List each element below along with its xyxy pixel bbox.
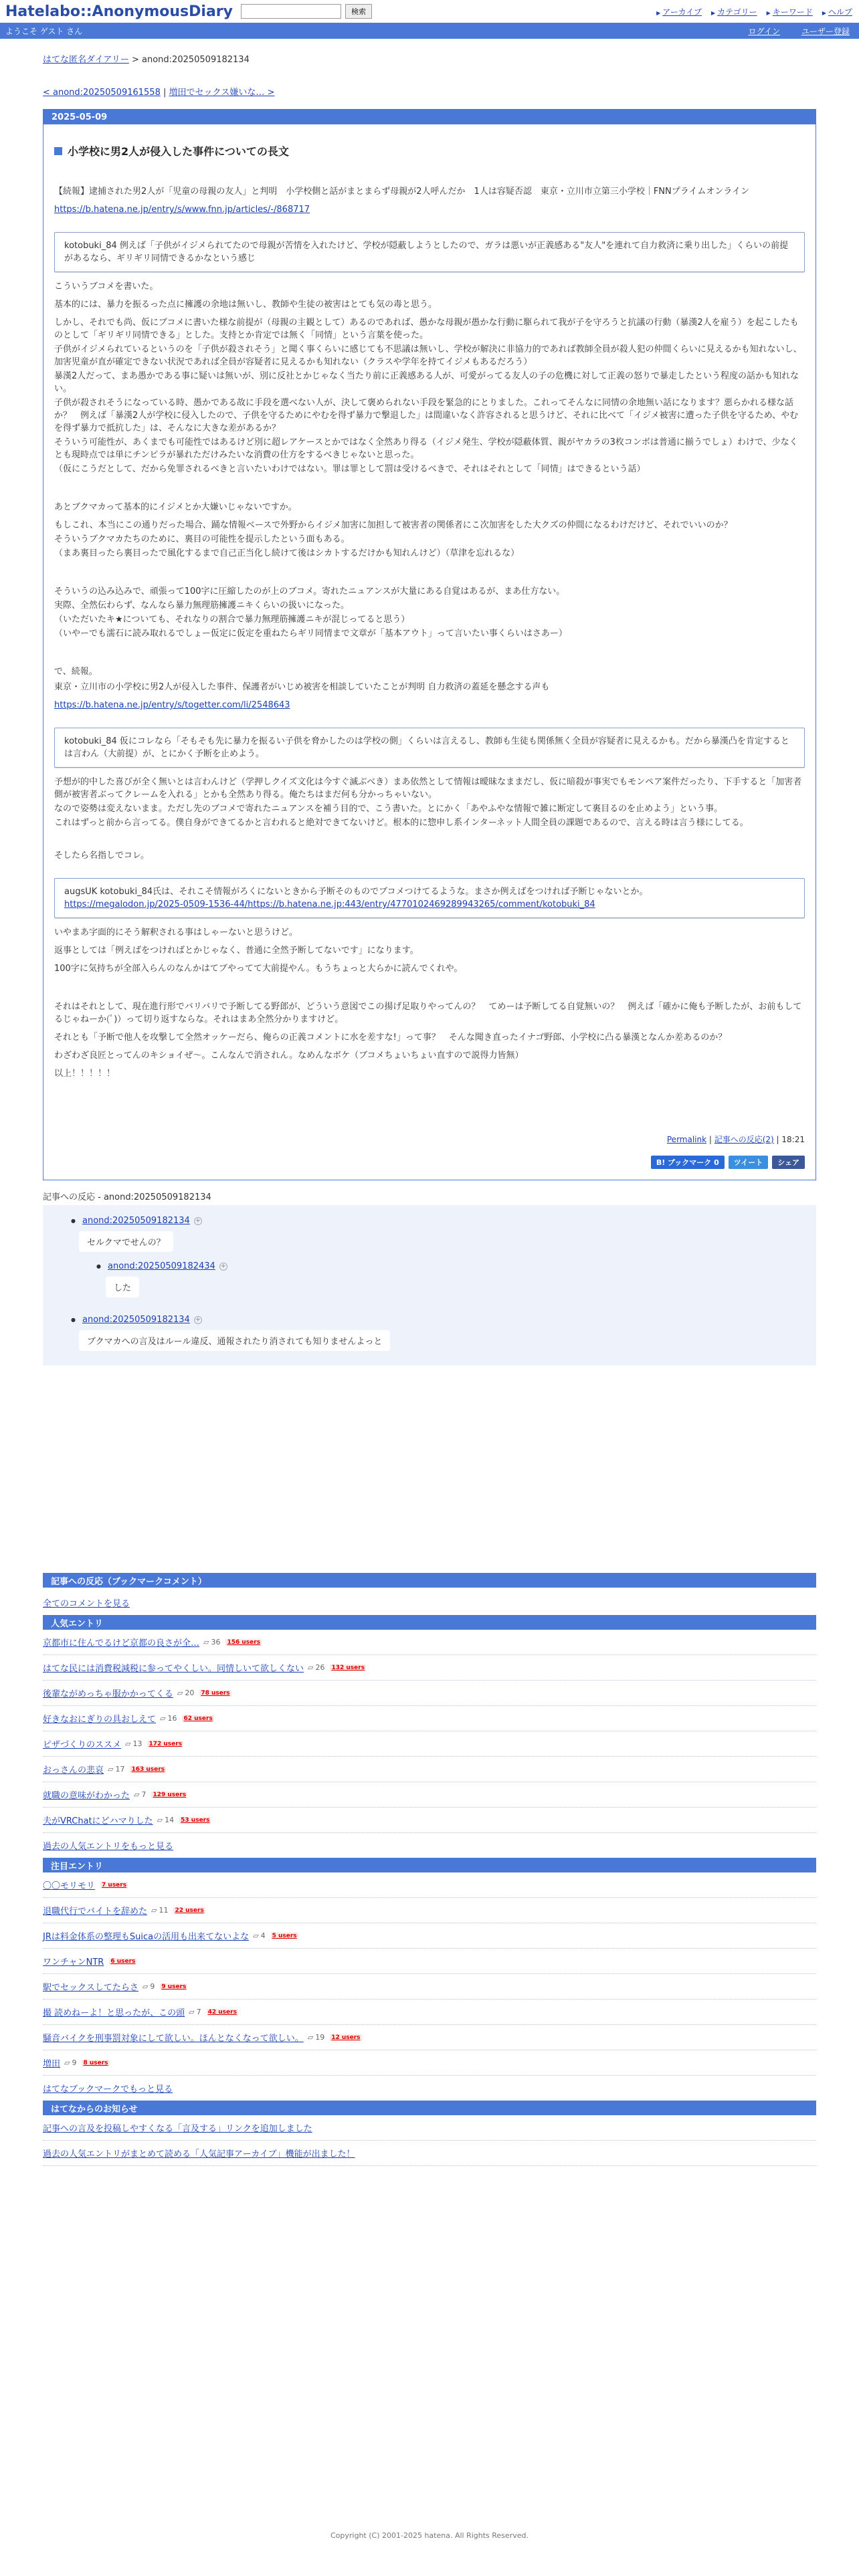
paragraph: これはずっと前から言ってる。僕自身ができてるかと言われると絶対できてないけど。根本的に惣申し系インターネット人間全員の課題であるので、言える時は言う様にしてる。	[54, 818, 749, 828]
paragraph: 予想が的中した喜びが全く無いとは言わんけど（学押しクイズ文化は今すぐ滅ぶべき）まあ依然として情報は曖昧なままだし、仮に暗殺が事実でもモンペア案件だったり、下手すると「加害者側が被害者ぶってクレームを入れる」とかも全然あり得る。俺たちはまだ何も分かっちゃいない。	[54, 777, 802, 800]
reactions-link[interactable]: 記事への反応(2)	[714, 1135, 774, 1144]
paragraph: それとも「予断で他人を攻撃して全然オッケーだら、俺らの正義コメントに水を差すな!」って事？ そんな聞き直ったイナゴ野郎、小学校に凸る暴漢となんか差あるのか？	[54, 1033, 727, 1043]
paragraph: それはそれとして、現在進行形でバリバリで予断してる野郎が、どういう意図でこの揚げ足取りやってんの？ てめーは予断してる自覚無いの？ 例えば「確かに俺も予断したが、お前もしてるじゃねーか(ﾟ)）って切り返すならな。それはまあ全然分かりますけど。	[54, 1002, 802, 1025]
top-header	[0, 0, 859, 23]
togetter-link[interactable]: https://b.hatena.ne.jp/entry/s/togetter.com/li/2548643	[54, 700, 290, 710]
paragraph: 子供が殺されそうになっている時、愚かである故に手段を選べない人が、決して褒められない手段を緊急的にとりました。これってそんなに同情の余地無い話になります？悪らかれる様な話か？ 例えば「暴漢2人が学校に侵入したので、子供を守るためにやむを得ず暴力で撃退した」は間違いなく許容されると思うけど、それに比べて「イジメ被害に遭った子供を守るため、やむを得ず暴力で抵抗した」は、そんなに大きな差があるか？	[54, 398, 799, 433]
paragraph: こういうブコメを書いた。	[54, 282, 159, 292]
paragraph: （いただいたキ★についても、それなりの割合で暴力無理筋擁護ニキが混じってると思う）	[54, 615, 410, 625]
attention-more-link[interactable]: はてなブックマークでもっと見る	[43, 2084, 173, 2095]
paragraph: そういう可能性が、あくまでも可能性ではあるけど別に超レアケースとかではなく全然あり得る（イジメ発生、学校が隠蔽体質、親がヤカラの3枚コンボは普通に揃うでしょ）わけで、少なくとも現時点では単にチンピラが暴れただけみたいな消費の仕方をするべきじゃないと思った。	[54, 437, 798, 460]
help-link[interactable]: ▶ ヘルプ	[822, 6, 852, 17]
paragraph: そういうの込み込みで、頑張って100字に圧縮したのが上のブコメ。寄れたニュアンスが大量にある自覚はあるが、まあ仕方ない。	[54, 586, 565, 597]
news-heading: はてなからのお知らせ	[43, 2101, 816, 2115]
megalodon-link[interactable]: https://megalodon.jp/2025-0509-1536-44/https://b.hatena.ne.jp:443/entry/4770102469289943265/comment/kotobuki_84	[64, 899, 595, 909]
list-item: 好きなおにぎりの具おしえて ▱ 16 62 users	[43, 1706, 816, 1731]
permalink-link[interactable]: Permalink	[666, 1135, 707, 1144]
search-form	[241, 4, 372, 19]
list-item: 京都市に住んでるけど京都の良さが全… ▱ 36 156 users	[43, 1630, 816, 1655]
paragraph: なので姿勢は変えないまま。ただし先のブコメで寄れたニュアンスを補う目的で、こう書いた。とにかく「あやふやな情報で雑に断定して裏目るのを止めよう」という事。	[54, 804, 723, 814]
quote-box: kotobuki_84 例えば「子供がイジメられてたので母親が苦情を入れたけど、学校が隠蔽しようとしたので、ガラは悪いが正義感ある"友人"を連れて自力救済に乗り出した」くらいの前提があるなら、ギリギリ同情できるかなという感じ	[54, 232, 805, 272]
quote-box: kotobuki_84 仮にコレなら「そもそも先に暴力を振るい子供を脅かしたのは学校の側」くらいは言えるし、教師も生徒も関係無く全員が容疑者に見えるかも。だから暴漢凸を肯定するとは言わん（大前提）が、とにかく予断を止めよう。	[54, 728, 805, 768]
reaction-bubble: セルクマでせんの？	[79, 1231, 173, 1252]
prev-entry-link[interactable]: < anond:20250509161558	[43, 88, 161, 98]
archive-link[interactable]: ▶ アーカイブ	[656, 6, 702, 17]
reaction-item	[71, 1216, 816, 1226]
paragraph: あとブクマカって基本的にイジメとか大嫌いじゃないですか。	[54, 502, 297, 512]
list-item: 増田 ▱ 9 8 users	[43, 2050, 816, 2076]
list-item: 夫がVRChatにどハマりした ▱ 14 53 users	[43, 1808, 816, 1833]
lead-text: 【続報】逮捕された男2人が「児童の母親の友人」と判明 小学校側と話がまとまらず母親が2人呼んだか 1人は容疑否認 東京・立川市立第三小学校｜FNNプライムオンライン	[54, 187, 749, 197]
paragraph: 基本的には、暴力を振るった点に擁護の余地は無いし、教師や生徒の被害はとても気の毒と思う。	[54, 300, 438, 310]
paragraph: いやまあ字面的にそう解釈される事はしゃーないと思うけど。	[54, 928, 298, 938]
reaction-item	[96, 1261, 816, 1271]
copyright: Copyright (C) 2001-2025 hatena. All Rights Reserved.	[330, 2531, 529, 2540]
reactions-heading: 記事への反応 - anond:20250509182134	[43, 1192, 211, 1202]
entry-box	[43, 109, 816, 1180]
paragraph: （まあ裏目ったら裏目ったで風化するまで自己正当化し続けて後はシカトするだけかも知れんけど）（草津を忘れるな）	[54, 548, 520, 558]
reaction-tree	[43, 1205, 816, 1366]
reaction-link[interactable]: ● anond:20250509182134	[82, 1216, 190, 1226]
popular-more-link[interactable]: 過去の人気エントリをもっと見る	[43, 1842, 174, 1852]
list-item: 駅でセックスしてたらさ ▱ 9 9 users	[43, 1974, 816, 2000]
site-logo[interactable]: Hatelabo::AnonymousDiary	[5, 3, 233, 20]
facebook-share-button[interactable]: シェア	[772, 1156, 805, 1169]
paragraph: （仮にこうだとして、だから免罪されるべきと言いたいわけではない。罪は罪として罰は受けるべきで、それはそれとして「同情」はできるという話）	[54, 464, 646, 474]
attention-heading: 注目エントリ	[43, 1858, 816, 1872]
list-item: はてな民には消費税減税に参ってやくしい。同情しいて欲しくない ▱ 26 132 users	[43, 1655, 816, 1681]
expand-icon[interactable]: +	[195, 1316, 201, 1323]
category-link[interactable]: ▶ カテゴリー	[711, 6, 757, 17]
paragraph: もしこれ、本当にこの通りだった場合、踊な情報ベースで外野からイジメ加害に加担して被害者の関係者にこ次加害をした大クズの仲間になるわけだけど、それでいいのか？	[54, 520, 733, 530]
reaction-link[interactable]: ● anond:20250509182134	[82, 1315, 190, 1325]
list-item: JRは料金体系の整理もSuicaの活用も出来てないよな ▱ 4 5 users	[43, 1923, 816, 1949]
paragraph: 以上！！！！！	[54, 1069, 116, 1079]
paragraph: 暴漢2人だって、まあ愚かである事に疑いは無いが、別に反社とかじゃなく当たり前に正義感ある人が、可愛がってる友人の子の危機に対して正義の怒りで暴走したという程度の話かも知れない。	[54, 371, 799, 394]
paragraph: しかし、それでも尚、仮にブコメに書いた様な前提が（母親の主観として）あるのであれば、愚かな母親が愚かな行動に駆られて我が子を守ろうと抗議の行動（暴漢2人を雇う）を起こしたものとして「ギリギリ同情できる」とした。支持とか肯定では無く「同情」という言葉を使った。	[54, 318, 799, 340]
list-item: 就職の意味がわかった ▱ 7 129 users	[43, 1782, 816, 1808]
list-item: おっさんの悲哀 ▱ 17 163 users	[43, 1757, 816, 1782]
title-square-icon	[54, 147, 62, 155]
search-input[interactable]	[241, 4, 341, 19]
share-buttons	[54, 1156, 805, 1169]
breadcrumb: はてな匿名ダイアリー > anond:20250509182134	[43, 55, 250, 65]
top-links	[656, 6, 852, 17]
reaction-item	[71, 1315, 816, 1325]
entry-footer: Permalink | 記事への反応(2) | 18:21	[666, 1135, 805, 1144]
reaction-link[interactable]: ● anond:20250509182434	[107, 1261, 215, 1271]
breadcrumb-current: anond:20250509182134	[142, 55, 250, 65]
popular-heading: 人気エントリ	[43, 1615, 816, 1630]
source-link[interactable]: https://b.hatena.ne.jp/entry/s/www.fnn.jp/articles/-/868717	[54, 205, 310, 215]
paragraph: で、続報。	[54, 667, 98, 677]
paragraph: そしたら名指しでコレ。	[54, 851, 149, 861]
news-item: 記事への言及を投稿しやすくなる「言及する」リンクを追加しました	[43, 2115, 816, 2141]
entry-nav: < anond:20250509161558 | 増田でセックス嫌いな… >	[43, 88, 275, 98]
keyword-link[interactable]: ▶ キーワード	[767, 6, 813, 17]
login-link[interactable]: ログイン	[748, 26, 780, 36]
list-item: 撮 読めねーよ！と思ったが、この頭 ▱ 7 42 users	[43, 2000, 816, 2025]
all-comments-link[interactable]: 全てのコメントを見る	[43, 1599, 130, 1609]
expand-icon[interactable]: +	[220, 1263, 226, 1270]
list-item: 退職代行でバイトを辞めた ▱ 11 22 users	[43, 1898, 816, 1923]
paragraph: （いやーでも濡石に読み取れるでしょー仮定に仮定を重ねたらギリ同情まで文章が「基本アウト」って言いたい事くらいはさあー）	[54, 629, 567, 639]
popular-list	[43, 1630, 816, 1833]
entry-title: 小学校に男2人が侵入した事件についての長文	[54, 143, 805, 158]
hatena-bookmark-button[interactable]: B! ブックマーク 0	[651, 1156, 725, 1169]
search-button[interactable]: 検索	[345, 4, 372, 19]
paragraph: 東京・立川市の小学校に男2人が侵入した事件、保護者がいじめ被害を相談していたことが判明 自力救済の蓋延を懸念する声も	[54, 682, 550, 692]
register-link[interactable]: ユーザー登録	[801, 26, 850, 36]
list-item: 〇〇モリモリ 7 users	[43, 1872, 816, 1898]
paragraph: 子供がイジメられているというのを「子供が殺されそう」と聞く事くらいに感じても不思議は無いし、学校が解決に非協力的であれば教師全員が殺人犯の仲間くらいに見えるかも知れないし、加害児童が直が確定できない状況であれば全員が容疑者に見えるかも知れない（クラスや学年を持てイジメもあるだろう）	[54, 344, 802, 367]
paragraph: そういうブクマカたちのために、裏目の可能性を提示したという面もある。	[54, 534, 350, 544]
entry-date: 2025-05-09	[43, 110, 816, 124]
user-bar	[0, 23, 859, 39]
list-item: ピザづくりのススメ ▱ 13 172 users	[43, 1731, 816, 1757]
list-item: 騒音バイクを刑事罰対象にして欲しい。ほんとなくなって欲しい。 ▱ 19 12 users	[43, 2025, 816, 2050]
news-item: 過去の人気エントリがまとめて読める「人気記事アーカイブ」機能が出ました！	[43, 2141, 816, 2166]
reaction-bubble: した	[106, 1277, 139, 1297]
paragraph: 100字に気持ちが全部入らんのなんかはてブやってて大前提やん。もうちょっと大らかに読んでくれや。	[54, 964, 463, 974]
paragraph: わざわざ良匠とってんのキショイぜ〜。こんなんで消されん。なめんなボケ（ブコメちょいちょい直すので説得力皆無）	[54, 1051, 524, 1061]
list-item: 後輩ながめっちゃ服かかってくる ▱ 20 78 users	[43, 1681, 816, 1706]
expand-icon[interactable]: +	[195, 1217, 201, 1224]
tweet-button[interactable]: ツイート	[729, 1156, 768, 1169]
attention-list	[43, 1872, 816, 2076]
paragraph: 実際、全然伝わらず、なんなら暴力無理筋擁護ニキくらいの扱いになった。	[54, 601, 349, 611]
list-item: ワンチャンNTR 6 users	[43, 1949, 816, 1974]
quote-box: augsUK kotobuki_84氏は、それこそ情報がろくにないときから予断そのものでブコメつけてるような。まさか例えばをつければ予断じゃないとか。 https://megalodon.jp/2025-0509-1536-44/https://b.hatena.ne.jp:443/entry/4770102469289943265/comment/kotobuki_84	[54, 878, 805, 918]
reaction-bubble: ブクマカへの言及はルール違反、通報されたり消されても知りませんよっと	[79, 1330, 390, 1351]
next-entry-link[interactable]: 増田でセックス嫌いな… >	[169, 88, 275, 98]
bookmark-comments-heading: 記事への反応（ブックマークコメント）	[43, 1573, 816, 1588]
breadcrumb-home[interactable]: はてな匿名ダイアリー	[43, 55, 129, 65]
welcome-text: ようこそ ゲスト さん	[5, 26, 83, 36]
main-content	[43, 52, 816, 2166]
paragraph: 返事としては「例えばをつければとかじゃなく、普通に全然予断してないです」になります。	[54, 946, 419, 956]
